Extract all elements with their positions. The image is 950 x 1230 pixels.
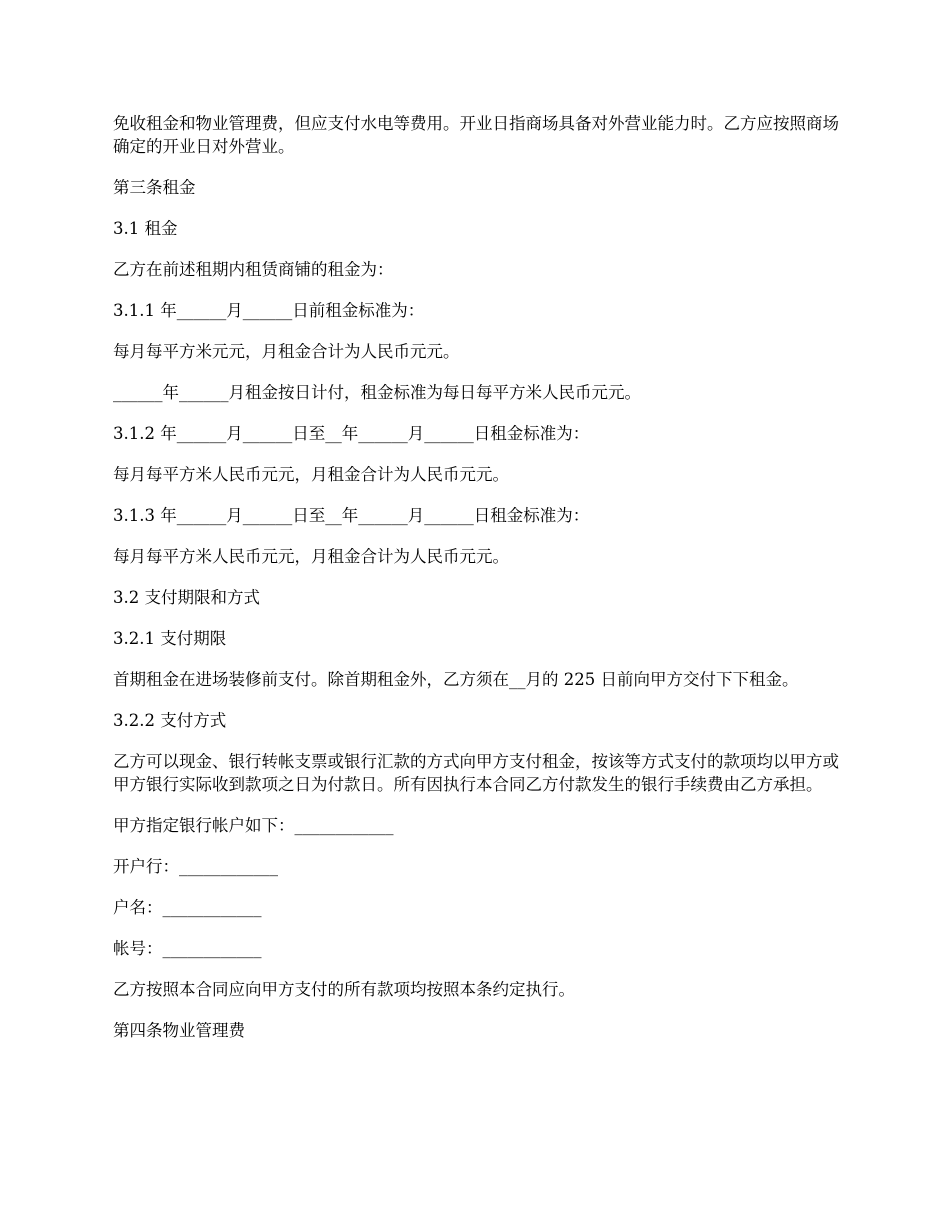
heading-article-3-rent: 第三条租金 bbox=[113, 178, 196, 197]
field-account-holder: 户名：____________ bbox=[113, 898, 262, 917]
paragraph-daily-rate: ______年______月租金按日计付，租金标准为每日每平方米人民币元元。 bbox=[113, 383, 641, 402]
paragraph-monthly-rate-1: 每月每平方米元元，月租金合计为人民币元元。 bbox=[113, 342, 460, 361]
paragraph-payment-term: 首期租金在进场装修前支付。除首期租金外，乙方须在__月的 225 日前向甲方交付下下租金。 bbox=[113, 670, 799, 689]
clause-3-1-1: 3.1.1 年______月______日前租金标准为： bbox=[113, 301, 425, 320]
paragraph-monthly-rate-3: 每月每平方米人民币元元，月租金合计为人民币元元。 bbox=[113, 547, 509, 566]
clause-3-1-2: 3.1.2 年______月______日至__年______月______日租金标准为： bbox=[113, 424, 590, 443]
field-account-number: 帐号：____________ bbox=[113, 939, 262, 958]
paragraph-payment-rule: 乙方按照本合同应向甲方支付的所有款项均按照本条约定执行。 bbox=[113, 980, 575, 999]
heading-3-1-rent: 3.1 租金 bbox=[113, 219, 178, 238]
paragraph-payment-method: 乙方可以现金、银行转帐支票或银行汇款的方式向甲方支付租金，按该等方式支付的款项均以甲方或甲方银行实际收到款项之日为付款日。所有因执行本合同乙方付款发生的银行手续费由乙方承担。 bbox=[113, 752, 839, 794]
field-bank-name: 开户行：____________ bbox=[113, 857, 278, 876]
paragraph-opening-terms: 免收租金和物业管理费，但应支付水电等费用。开业日指商场具备对外营业能力时。乙方应按照商场确定的开业日对外营业。 bbox=[113, 114, 839, 156]
paragraph-monthly-rate-2: 每月每平方米人民币元元，月租金合计为人民币元元。 bbox=[113, 465, 509, 484]
heading-3-2-1-payment-term: 3.2.1 支付期限 bbox=[113, 629, 227, 648]
heading-3-2-payment: 3.2 支付期限和方式 bbox=[113, 588, 260, 607]
clause-3-1-3: 3.1.3 年______月______日至__年______月______日租金标准为： bbox=[113, 506, 590, 525]
document-body bbox=[113, 112, 843, 1060]
heading-3-2-2-payment-method: 3.2.2 支付方式 bbox=[113, 711, 227, 730]
paragraph-rent-intro: 乙方在前述租期内租赁商铺的租金为： bbox=[113, 260, 394, 279]
field-bank-account: 甲方指定银行帐户如下：____________ bbox=[113, 816, 394, 835]
heading-article-4-property-fee: 第四条物业管理费 bbox=[113, 1021, 245, 1040]
